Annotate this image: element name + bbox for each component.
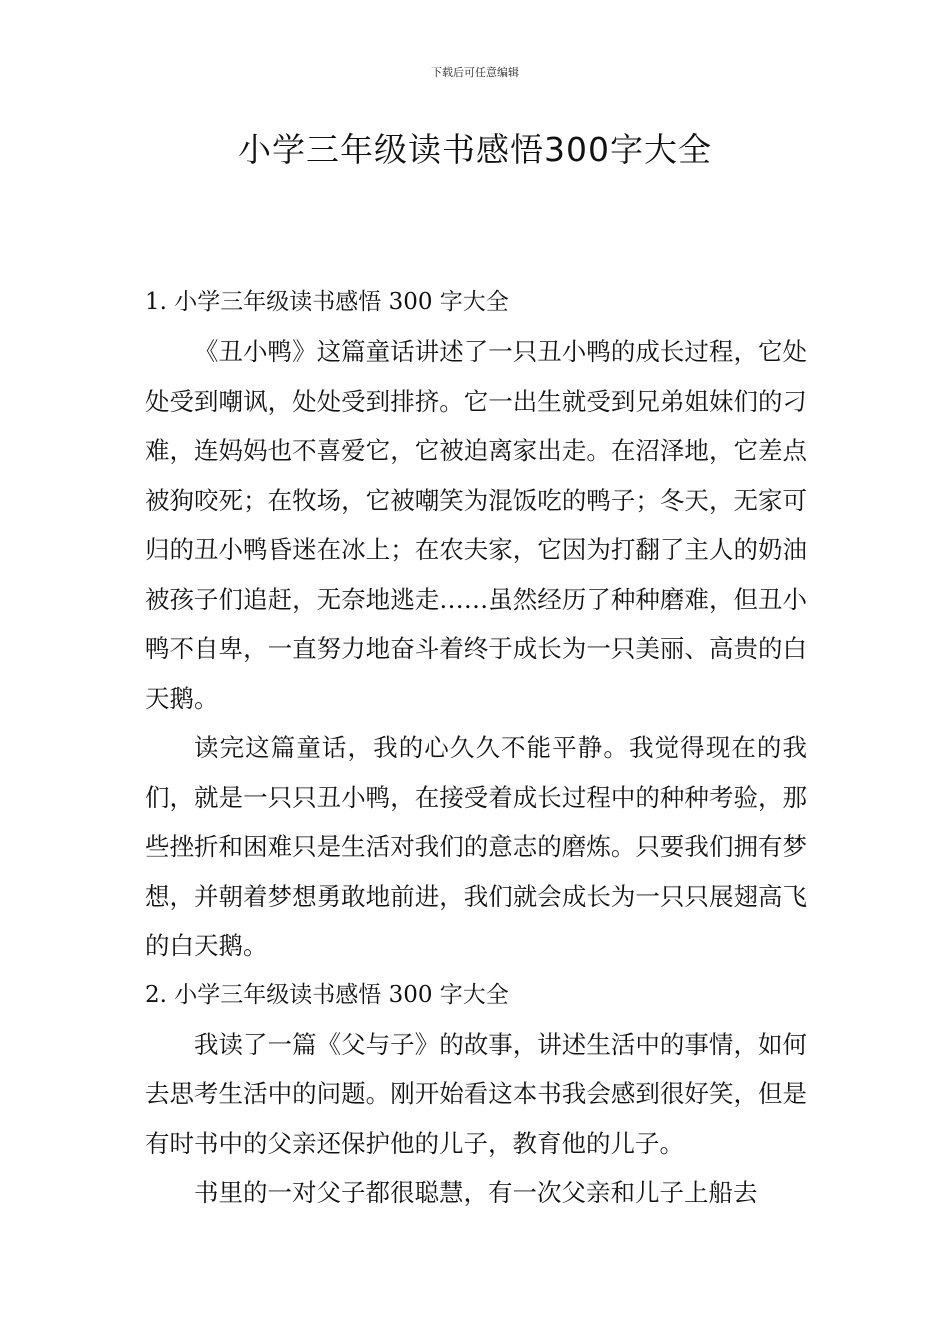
document-body — [145, 278, 807, 1218]
paragraph: 读完这篇童话，我的心久久不能平静。我觉得现在的我们，就是一只只丑小鸭，在接受着成长过程中的种种考验，那些挫折和困难只是生活对我们的意志的磨炼。只要我们拥有梦想，并朝着梦想勇敢地前进，我们就会成长为一只只展翅高飞的白天鹅。 — [145, 733, 807, 960]
section-heading: 1. 小学三年级读书感悟 300 字大全 — [145, 289, 509, 315]
section-2 — [145, 971, 807, 1218]
paragraph: 《丑小鸭》这篇童话讲述了一只丑小鸭的成长过程，它处处受到嘲讽，处处受到排挤。它一出生就受到兄弟姐妹们的刁难，连妈妈也不喜爱它，它被迫离家出走。在沼泽地，它差点被狗咬死；在牧场，它被嘲笑为混饭吃的鸭子；冬天，无家可归的丑小鸭昏迷在冰上；在农夫家，它因为打翻了主人的奶油被孩子们追赶，无奈地逃走……虽然经历了种种磨难，但丑小鸭不自卑，一直努力地奋斗着终于成长为一只美丽、高贵的白天鹅。 — [145, 337, 807, 713]
paragraph: 我读了一篇《父与子》的故事，讲述生活中的事情，如何去思考生活中的问题。刚开始看这本书我会感到很好笑，但是有时书中的父亲还保护他的儿子，教育他的儿子。 — [145, 1029, 807, 1158]
header-note: 下载后可任意编辑 — [431, 66, 519, 79]
paragraph: 书里的一对父子都很聪慧，有一次父亲和儿子上船去 — [194, 1178, 758, 1207]
section-1 — [145, 278, 807, 971]
document-title: 小学三年级读书感悟300字大全 — [238, 130, 712, 169]
section-heading: 2. 小学三年级读书感悟 300 字大全 — [145, 981, 509, 1008]
